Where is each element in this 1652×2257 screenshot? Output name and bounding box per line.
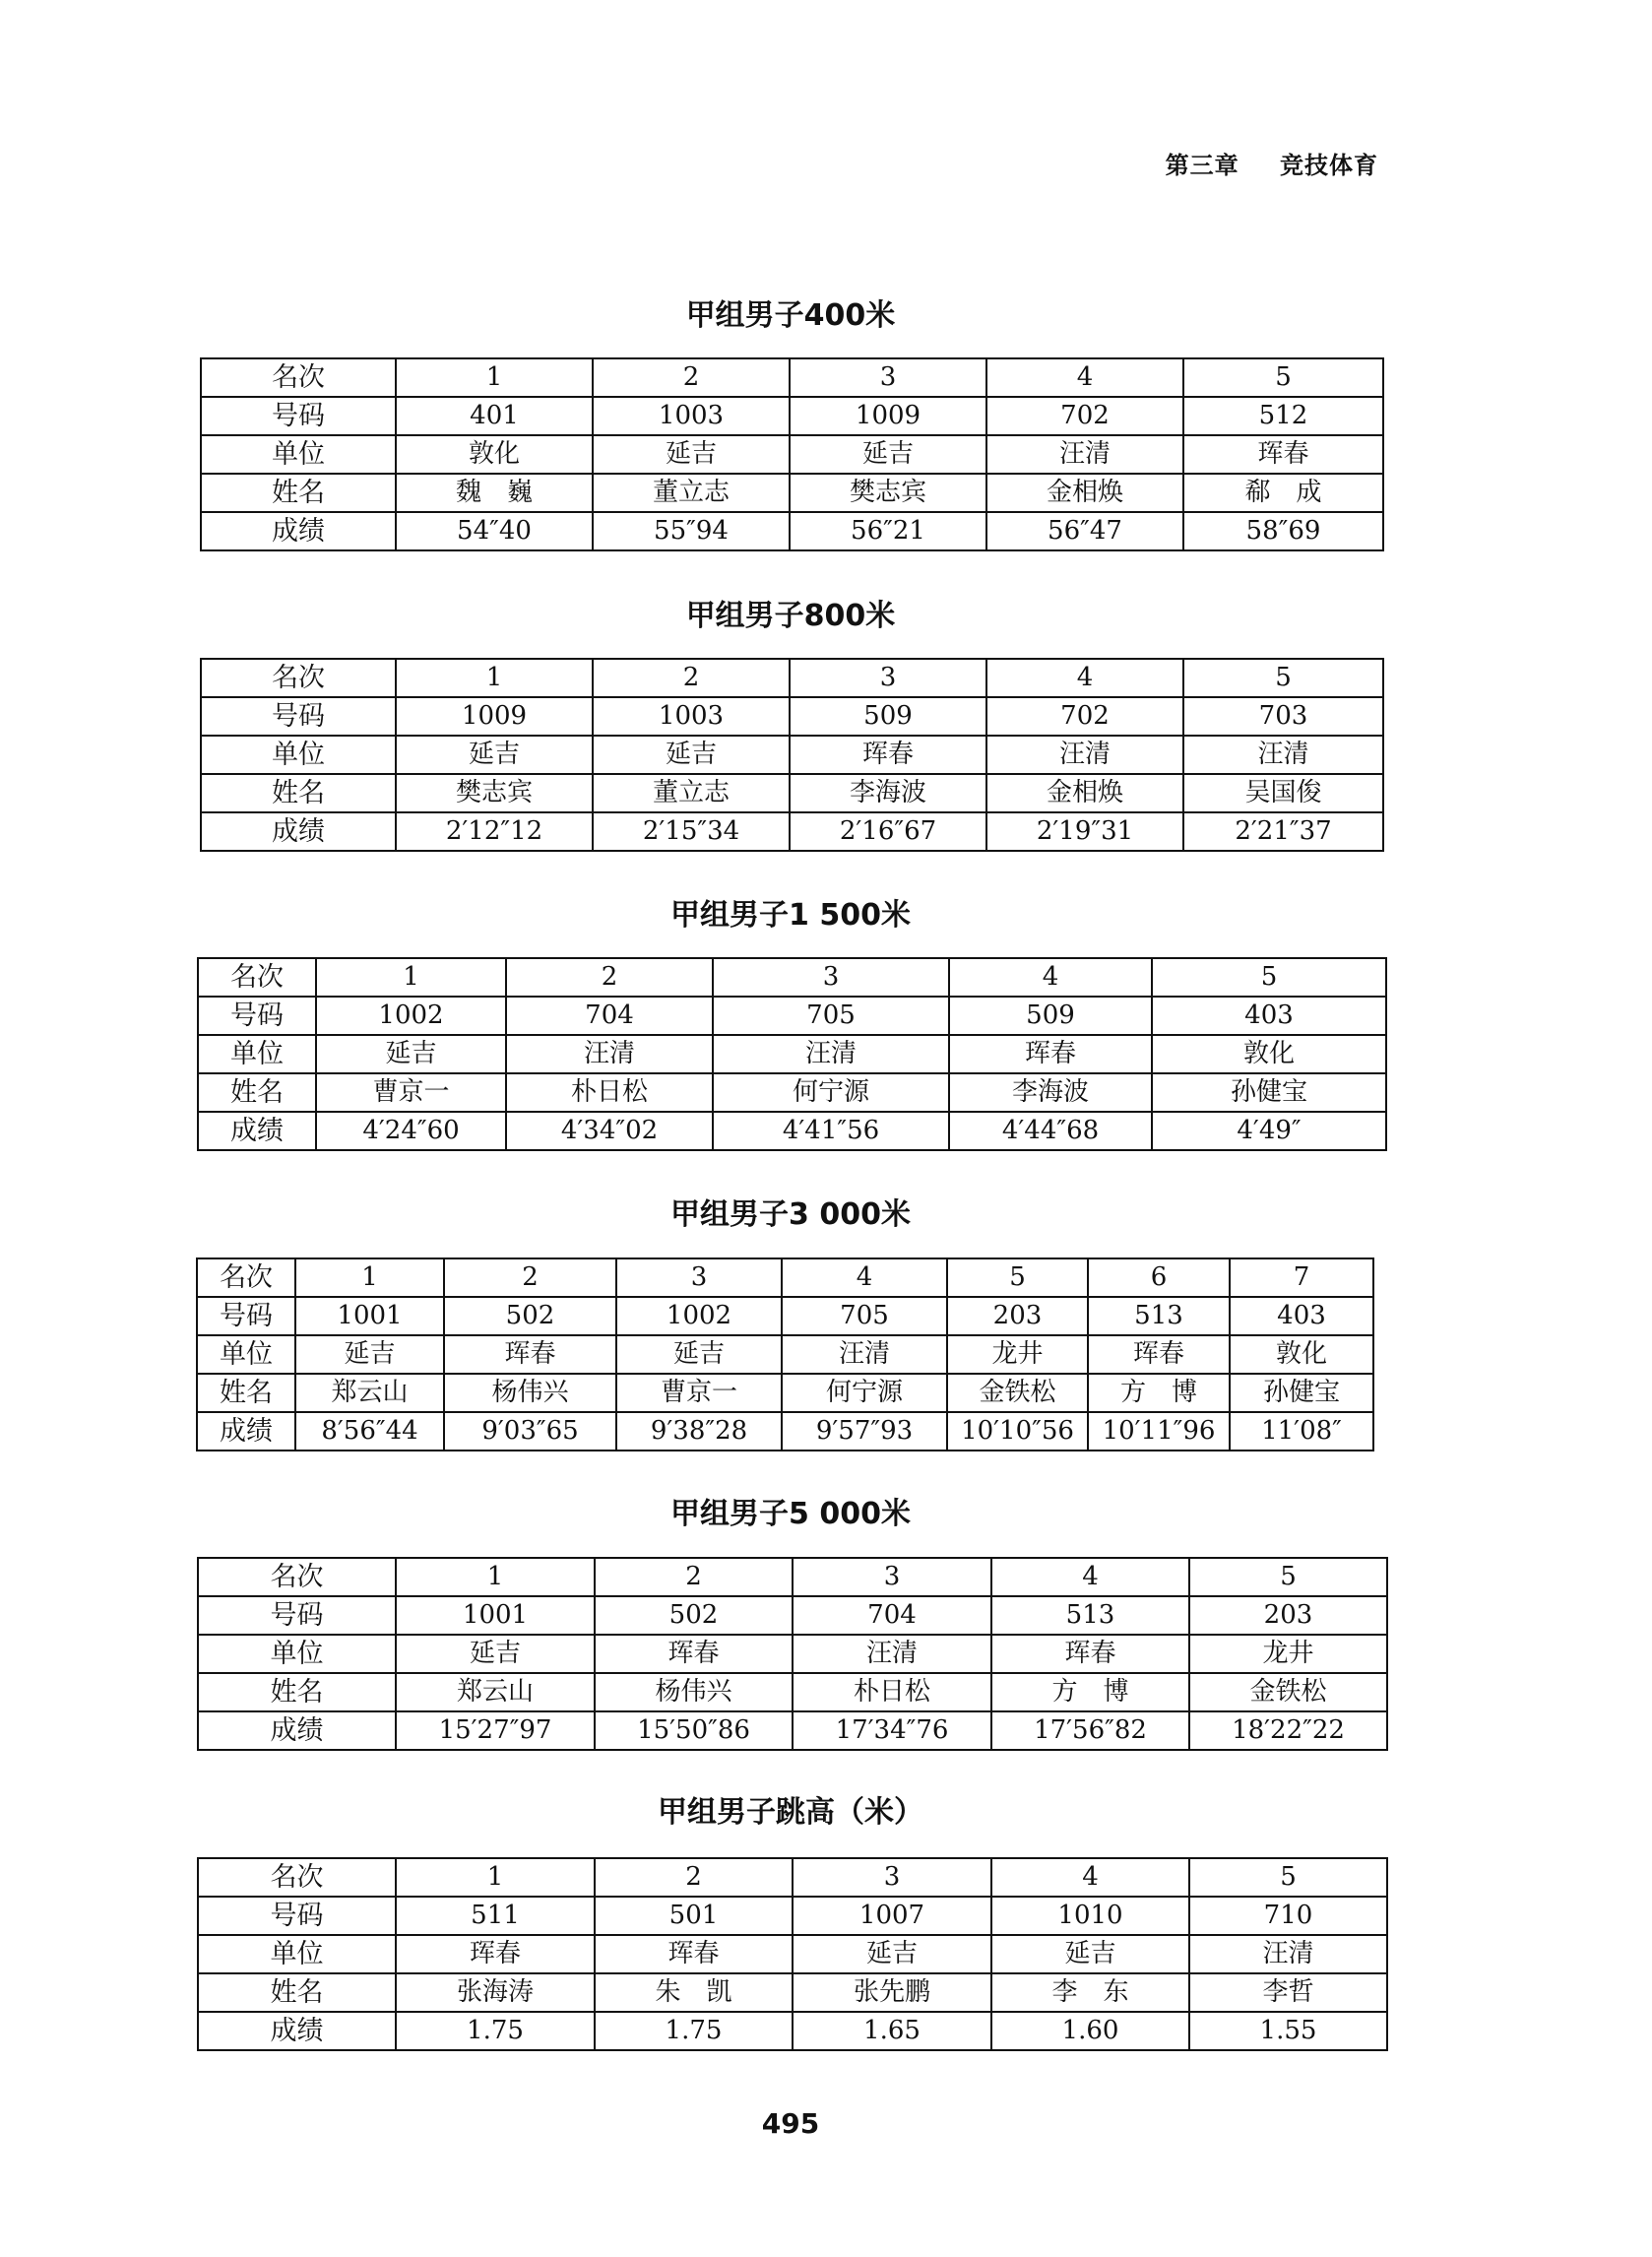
table-row [198, 1858, 1387, 1897]
table-cell: 502 [444, 1297, 616, 1335]
table-cell: 郗 成 [1183, 474, 1383, 512]
table-cell: 54″40 [396, 512, 593, 550]
table-cell: 汪清 [986, 435, 1183, 474]
table-cell: 403 [1230, 1297, 1373, 1335]
table-row [201, 358, 1383, 397]
table-row [198, 958, 1386, 997]
table-cell: 朴日松 [506, 1073, 713, 1112]
table-cell: 1 [316, 958, 506, 997]
results-table [197, 1557, 1388, 1751]
table-row [201, 435, 1383, 474]
row-label: 单位 [198, 1035, 316, 1073]
table-cell: 延吉 [396, 736, 593, 774]
running-header [1166, 146, 1378, 180]
table-cell: 1 [396, 659, 593, 697]
table-cell: 1003 [593, 397, 790, 435]
table-cell: 56″21 [790, 512, 986, 550]
table-cell: 703 [1183, 697, 1383, 736]
table-cell: 704 [793, 1596, 991, 1635]
table-cell: 403 [1152, 997, 1386, 1035]
table-cell: 509 [949, 997, 1152, 1035]
row-label: 名次 [201, 659, 396, 697]
table-cell: 8′56″44 [295, 1412, 444, 1451]
row-label: 号码 [197, 1297, 295, 1335]
table-cell: 曹京一 [316, 1073, 506, 1112]
table-cell: 1009 [790, 397, 986, 435]
table-cell: 2 [593, 659, 790, 697]
table-cell: 珲春 [595, 1635, 793, 1673]
table-row [198, 2012, 1387, 2050]
table-cell: 珲春 [1183, 435, 1383, 474]
table-cell: 孙健宝 [1152, 1073, 1386, 1112]
table-cell: 杨伟兴 [595, 1673, 793, 1711]
results-table [197, 1857, 1388, 2051]
row-label: 成绩 [201, 812, 396, 851]
table-cell: 1.55 [1189, 2012, 1387, 2050]
table-cell: 705 [713, 997, 949, 1035]
row-label: 姓名 [198, 1973, 396, 2012]
row-label: 单位 [201, 435, 396, 474]
table-row [198, 1596, 1387, 1635]
table-cell: 3 [713, 958, 949, 997]
table-cell: 李海波 [949, 1073, 1152, 1112]
table-cell: 郑云山 [396, 1673, 595, 1711]
table-cell: 502 [595, 1596, 793, 1635]
table-row [198, 997, 1386, 1035]
table-cell: 4′44″68 [949, 1112, 1152, 1150]
table-cell: 2 [593, 358, 790, 397]
table-cell: 1.65 [793, 2012, 991, 2050]
row-label: 成绩 [198, 1112, 316, 1150]
table-cell: 501 [595, 1897, 793, 1935]
row-label: 成绩 [198, 1711, 396, 1750]
row-label: 号码 [201, 697, 396, 736]
table-cell: 3 [790, 659, 986, 697]
results-section [0, 293, 1652, 339]
table-row [197, 1297, 1373, 1335]
table-row [197, 1374, 1373, 1412]
table-cell: 4 [949, 958, 1152, 997]
table-cell: 珲春 [396, 1935, 595, 1973]
table-cell: 3 [793, 1858, 991, 1897]
table-cell: 9′57″93 [782, 1412, 947, 1451]
table-row [198, 1711, 1387, 1750]
row-label: 姓名 [197, 1374, 295, 1412]
table-cell: 董立志 [593, 774, 790, 812]
chapter-title: 竞技体育 [1280, 152, 1378, 179]
table-cell: 汪清 [506, 1035, 713, 1073]
section-title: 甲组男子1 500米 [670, 898, 911, 933]
table-cell: 1 [295, 1258, 444, 1297]
table-cell: 珲春 [949, 1035, 1152, 1073]
table-cell: 2′12″12 [396, 812, 593, 851]
table-cell: 张海涛 [396, 1973, 595, 2012]
table-cell: 汪清 [1183, 736, 1383, 774]
table-row [198, 1673, 1387, 1711]
table-cell: 樊志宾 [396, 774, 593, 812]
row-label: 名次 [201, 358, 396, 397]
results-table [196, 1257, 1374, 1451]
table-cell: 512 [1183, 397, 1383, 435]
row-label: 名次 [197, 1258, 295, 1297]
table-cell: 710 [1189, 1897, 1387, 1935]
table-cell: 6 [1088, 1258, 1230, 1297]
table-cell: 珲春 [991, 1635, 1189, 1673]
row-label: 成绩 [197, 1412, 295, 1451]
table-cell: 延吉 [991, 1935, 1189, 1973]
table-row [197, 1412, 1373, 1451]
table-cell: 汪清 [782, 1335, 947, 1374]
section-title: 甲组男子3 000米 [670, 1197, 911, 1232]
table-row [197, 1258, 1373, 1297]
table-cell: 汪清 [713, 1035, 949, 1073]
table-cell: 朴日松 [793, 1673, 991, 1711]
table-cell: 珲春 [1088, 1335, 1230, 1374]
section-title: 甲组男子5 000米 [670, 1497, 911, 1531]
table-cell: 汪清 [986, 736, 1183, 774]
table-cell: 702 [986, 397, 1183, 435]
table-cell: 58″69 [1183, 512, 1383, 550]
row-label: 号码 [201, 397, 396, 435]
table-cell: 1 [396, 358, 593, 397]
table-cell: 513 [1088, 1297, 1230, 1335]
table-cell: 2 [506, 958, 713, 997]
table-cell: 1.60 [991, 2012, 1189, 2050]
table-cell: 2′21″37 [1183, 812, 1383, 851]
table-cell: 17′34″76 [793, 1711, 991, 1750]
table-row [201, 736, 1383, 774]
table-cell: 5 [1152, 958, 1386, 997]
row-label: 号码 [198, 1596, 396, 1635]
table-cell: 4 [991, 1858, 1189, 1897]
table-cell: 1 [396, 1558, 595, 1596]
table-row [201, 659, 1383, 697]
table-cell: 朱 凯 [595, 1973, 793, 2012]
table-cell: 延吉 [295, 1335, 444, 1374]
row-label: 名次 [198, 958, 316, 997]
table-cell: 1 [396, 1858, 595, 1897]
table-cell: 4′41″56 [713, 1112, 949, 1150]
row-label: 名次 [198, 1558, 396, 1596]
results-table [200, 357, 1384, 551]
table-cell: 513 [991, 1596, 1189, 1635]
table-cell: 9′03″65 [444, 1412, 616, 1451]
table-cell: 4 [986, 358, 1183, 397]
table-cell: 延吉 [396, 1635, 595, 1673]
table-cell: 延吉 [790, 435, 986, 474]
section-title: 甲组男子800米 [685, 599, 896, 633]
table-row [198, 1073, 1386, 1112]
table-row [198, 1112, 1386, 1150]
table-cell: 1.75 [396, 2012, 595, 2050]
table-cell: 1001 [295, 1297, 444, 1335]
table-cell: 401 [396, 397, 593, 435]
table-cell: 2′16″67 [790, 812, 986, 851]
results-section [0, 893, 1652, 938]
table-cell: 18′22″22 [1189, 1711, 1387, 1750]
row-label: 号码 [198, 1897, 396, 1935]
results-section [0, 1492, 1652, 1537]
table-cell: 曹京一 [616, 1374, 782, 1412]
table-cell: 方 博 [991, 1673, 1189, 1711]
table-cell: 1.75 [595, 2012, 793, 2050]
table-row [201, 397, 1383, 435]
table-row [201, 812, 1383, 851]
results-section [0, 594, 1652, 639]
table-cell: 5 [1183, 358, 1383, 397]
table-cell: 汪清 [1189, 1935, 1387, 1973]
table-cell: 3 [616, 1258, 782, 1297]
table-cell: 1001 [396, 1596, 595, 1635]
table-cell: 4′24″60 [316, 1112, 506, 1150]
table-cell: 4 [782, 1258, 947, 1297]
table-row [198, 1035, 1386, 1073]
row-label: 号码 [198, 997, 316, 1035]
table-row [198, 1973, 1387, 2012]
table-cell: 敦化 [1152, 1035, 1386, 1073]
table-row [198, 1635, 1387, 1673]
table-cell: 郑云山 [295, 1374, 444, 1412]
table-row [198, 1935, 1387, 1973]
table-cell: 1002 [316, 997, 506, 1035]
table-cell: 702 [986, 697, 1183, 736]
table-cell: 7 [1230, 1258, 1373, 1297]
table-cell: 17′56″82 [991, 1711, 1189, 1750]
table-cell: 方 博 [1088, 1374, 1230, 1412]
table-cell: 2 [595, 1558, 793, 1596]
table-cell: 杨伟兴 [444, 1374, 616, 1412]
table-cell: 704 [506, 997, 713, 1035]
table-cell: 5 [947, 1258, 1088, 1297]
table-cell: 10′10″56 [947, 1412, 1088, 1451]
table-cell: 敦化 [1230, 1335, 1373, 1374]
table-cell: 4 [986, 659, 1183, 697]
row-label: 姓名 [198, 1673, 396, 1711]
row-label: 成绩 [198, 2012, 396, 2050]
table-cell: 15′50″86 [595, 1711, 793, 1750]
results-section [0, 1193, 1652, 1238]
table-cell: 李海波 [790, 774, 986, 812]
table-cell: 龙井 [1189, 1635, 1387, 1673]
table-cell: 何宁源 [713, 1073, 949, 1112]
table-cell: 3 [793, 1558, 991, 1596]
table-cell: 509 [790, 697, 986, 736]
table-cell: 金铁松 [947, 1374, 1088, 1412]
table-cell: 张先鹏 [793, 1973, 991, 2012]
table-cell: 延吉 [593, 435, 790, 474]
table-cell: 1003 [593, 697, 790, 736]
row-label: 成绩 [201, 512, 396, 550]
table-row [201, 774, 1383, 812]
table-row [198, 1897, 1387, 1935]
row-label: 姓名 [201, 774, 396, 812]
table-row [201, 697, 1383, 736]
row-label: 单位 [197, 1335, 295, 1374]
table-cell: 3 [790, 358, 986, 397]
table-cell: 董立志 [593, 474, 790, 512]
table-cell: 珲春 [790, 736, 986, 774]
table-cell: 9′38″28 [616, 1412, 782, 1451]
table-cell: 1002 [616, 1297, 782, 1335]
table-cell: 56″47 [986, 512, 1183, 550]
table-cell: 李哲 [1189, 1973, 1387, 2012]
table-cell: 珲春 [444, 1335, 616, 1374]
results-section [0, 1790, 1652, 1836]
table-cell: 4′49″ [1152, 1112, 1386, 1150]
table-cell: 5 [1189, 1858, 1387, 1897]
table-cell: 龙井 [947, 1335, 1088, 1374]
table-row [201, 512, 1383, 550]
page-number: 495 [761, 2107, 820, 2140]
row-label: 单位 [198, 1635, 396, 1673]
table-cell: 何宁源 [782, 1374, 947, 1412]
table-cell: 2 [595, 1858, 793, 1897]
table-cell: 5 [1189, 1558, 1387, 1596]
table-cell: 2 [444, 1258, 616, 1297]
table-cell: 魏 巍 [396, 474, 593, 512]
section-title: 甲组男子400米 [685, 298, 896, 333]
table-cell: 511 [396, 1897, 595, 1935]
table-cell: 203 [947, 1297, 1088, 1335]
table-cell: 珲春 [595, 1935, 793, 1973]
table-cell: 4′34″02 [506, 1112, 713, 1150]
table-cell: 金相焕 [986, 774, 1183, 812]
table-cell: 李 东 [991, 1973, 1189, 2012]
table-cell: 1007 [793, 1897, 991, 1935]
row-label: 姓名 [201, 474, 396, 512]
results-table [197, 957, 1387, 1151]
chapter-label: 第三章 [1165, 152, 1239, 179]
table-cell: 55″94 [593, 512, 790, 550]
row-label: 单位 [201, 736, 396, 774]
table-row [201, 474, 1383, 512]
table-cell: 2′15″34 [593, 812, 790, 851]
table-cell: 1010 [991, 1897, 1189, 1935]
row-label: 姓名 [198, 1073, 316, 1112]
table-cell: 11′08″ [1230, 1412, 1373, 1451]
results-table [200, 658, 1384, 852]
table-cell: 樊志宾 [790, 474, 986, 512]
row-label: 名次 [198, 1858, 396, 1897]
row-label: 单位 [198, 1935, 396, 1973]
table-cell: 10′11″96 [1088, 1412, 1230, 1451]
table-cell: 延吉 [593, 736, 790, 774]
table-cell: 吴国俊 [1183, 774, 1383, 812]
table-cell: 汪清 [793, 1635, 991, 1673]
table-cell: 203 [1189, 1596, 1387, 1635]
table-cell: 705 [782, 1297, 947, 1335]
table-row [198, 1558, 1387, 1596]
table-cell: 15′27″97 [396, 1711, 595, 1750]
table-cell: 1009 [396, 697, 593, 736]
section-title: 甲组男子跳高（米） [658, 1795, 923, 1830]
table-cell: 延吉 [793, 1935, 991, 1973]
table-cell: 4 [991, 1558, 1189, 1596]
table-cell: 金相焕 [986, 474, 1183, 512]
table-cell: 5 [1183, 659, 1383, 697]
table-cell: 延吉 [316, 1035, 506, 1073]
table-cell: 延吉 [616, 1335, 782, 1374]
table-cell: 2′19″31 [986, 812, 1183, 851]
table-cell: 金铁松 [1189, 1673, 1387, 1711]
table-row [197, 1335, 1373, 1374]
table-cell: 敦化 [396, 435, 593, 474]
table-cell: 孙健宝 [1230, 1374, 1373, 1412]
